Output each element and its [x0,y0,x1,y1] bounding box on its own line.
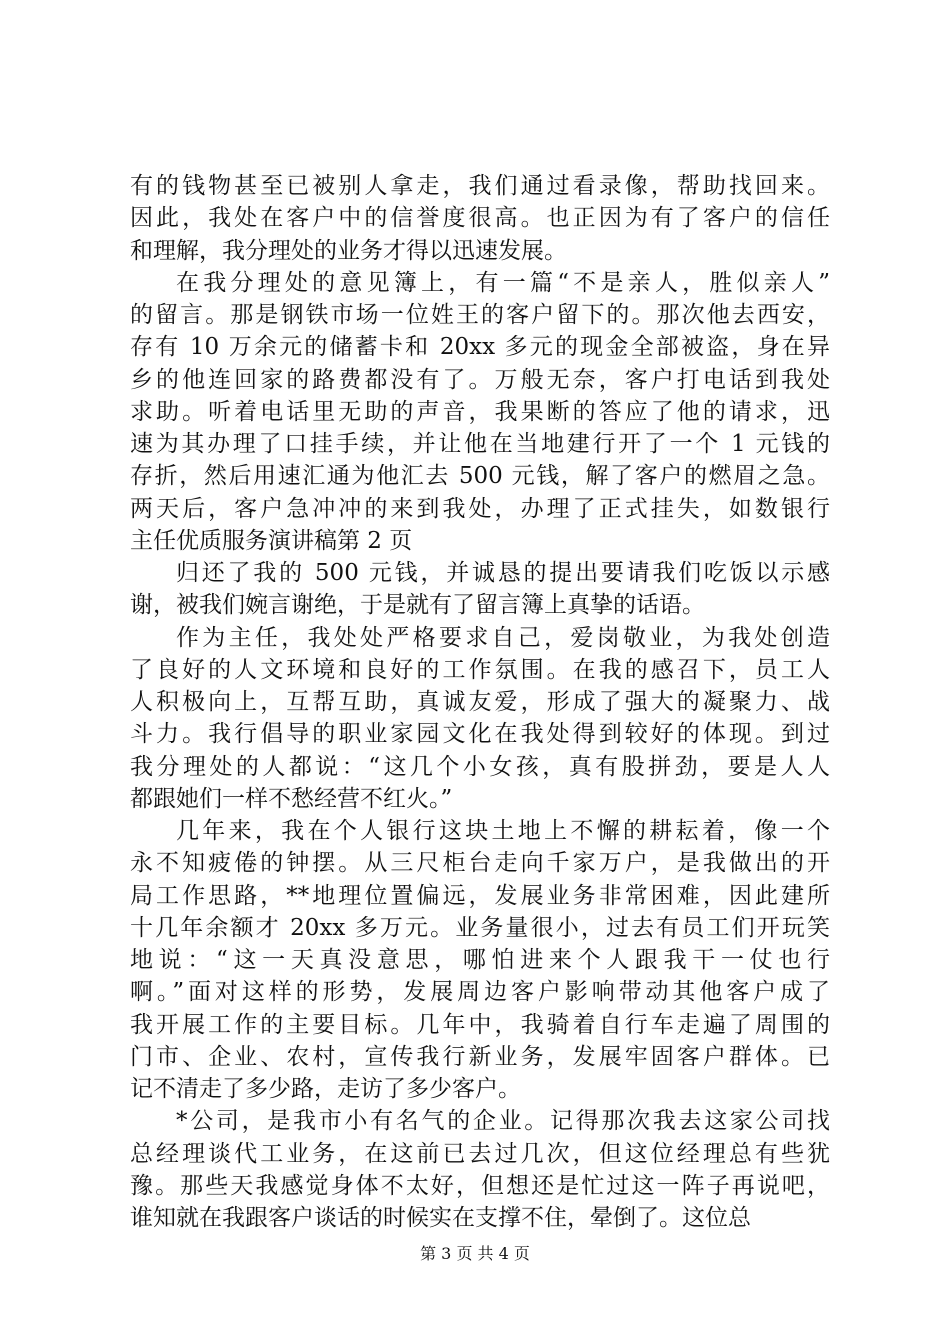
text-line: 乡的他连回家的路费都没有了。万般无奈，客户打电话到我处 [130,366,830,393]
text-line: 作为主任，我处处严格要求自己，爱岗敬业，为我处创造 [176,624,830,651]
text-line: 几年来，我在个人银行这块土地上不懈的耕耘着，像一个 [176,818,830,844]
document-body [130,170,830,1234]
text-line: 谢，被我们婉言谢绝，于是就有了留言簿上真挚的话语。 [130,592,705,619]
text-line: 存有 10 万余元的储蓄卡和 20xx 多元的现金全部被盗，身在异 [130,334,830,361]
paragraph [130,815,830,1105]
text-line: 速为其办理了口挂手续，并让他在当地建行开了一个 1 元钱的 [130,431,830,457]
text-line: 啊。”面对这样的形势，发展周边客户影响带动其他客户成了 [130,979,830,1006]
paragraph [130,267,830,557]
text-line: 在我分理处的意见簿上，有一篇“不是亲人，胜似亲人” [176,269,830,296]
text-line: 归还了我的 500 元钱，并诚恳的提出要请我们吃饭以示感 [176,560,830,586]
text-line: 存折，然后用速汇通为他汇去 500 元钱，解了客户的燃眉之急。 [130,463,830,490]
paragraph [130,622,830,816]
text-line: 两天后，客户急冲冲的来到我处，办理了正式挂失，如数银行 [130,495,830,522]
text-line: 永不知疲倦的钟摆。从三尺柜台走向千家万户，是我做出的开 [130,850,830,877]
page-footer: 第 3 页 共 4 页 [420,1244,530,1263]
paragraph [130,1105,830,1234]
text-line: 的留言。那是钢铁市场一位姓王的客户留下的。那次他去西安， [130,302,830,328]
text-line: 豫。那些天我感觉身体不太好，但想还是忙过这一阵子再说吧， [130,1172,830,1199]
text-line: 门市、企业、农村，宣传我行新业务，发展牢固客户群体。已 [130,1043,830,1070]
text-line: 都跟她们一样不愁经营不红火。” [130,785,453,812]
text-line: 我分理处的人都说：“这几个小女孩，真有股拼劲，要是人人 [130,753,830,780]
text-line: 斗力。我行倡导的职业家园文化在我处得到较好的体现。到过 [130,721,830,748]
text-line: 总经理谈代工业务，在这前已去过几次，但这位经理总有些犹 [130,1140,830,1167]
text-line: 人积极向上，互帮互助，真诚友爱，形成了强大的凝聚力、战 [130,689,830,715]
text-line: 记不清走了多少路，走访了多少客户。 [130,1076,521,1102]
text-line: 求助。听着电话里无助的声音，我果断的答应了他的请求，迅 [130,398,830,425]
paragraph [130,170,830,267]
text-line: 谁知就在我跟客户谈话的时候实在支撑不住，晕倒了。这位总 [130,1205,751,1231]
text-line: 地说：“这一天真没意思，哪怕进来个人跟我干一仗也行 [130,947,830,973]
text-line: 局工作思路，**地理位置偏远，发展业务非常困难，因此建所 [130,882,830,909]
text-line: 主任优质服务演讲稿第 2 页 [130,527,413,554]
text-line: 十几年余额才 20xx 多万元。业务量很小，过去有员工们开玩笑 [130,914,830,941]
paragraph [130,557,830,622]
text-line: 我开展工作的主要目标。几年中，我骑着自行车走遍了周围的 [130,1011,830,1038]
text-line: 因此，我处在客户中的信誉度很高。也正因为有了客户的信任 [130,205,830,232]
text-line: 了良好的人文环境和良好的工作氛围。在我的感召下，员工人 [130,656,830,683]
text-line: 和理解，我分理处的业务才得以迅速发展。 [130,237,567,264]
text-line: 有的钱物甚至已被别人拿走，我们通过看录像，帮助找回来。 [130,173,830,199]
text-line: *公司，是我市小有名气的企业。记得那次我去这家公司找 [176,1108,830,1135]
